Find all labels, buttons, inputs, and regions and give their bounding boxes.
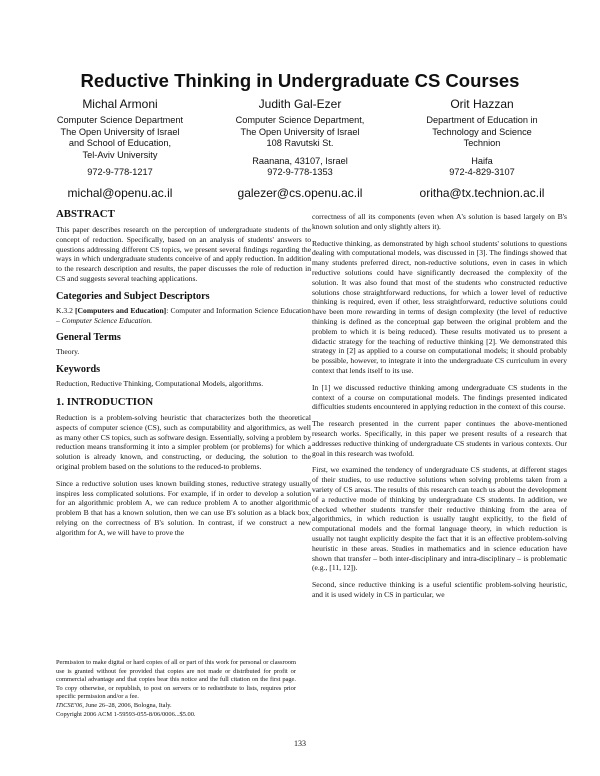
affiliation-line: Computer Science Department, <box>235 115 365 125</box>
paper-title: Reductive Thinking in Undergraduate CS Courses <box>80 70 520 91</box>
author-name: Orit Hazzan <box>450 97 514 111</box>
affiliation-line: Technology and Science <box>432 126 532 137</box>
author-block-2 <box>210 97 390 200</box>
intro-paragraph: Since a reductive solution uses known building stones, reductive strategy usually inspires less complicated solutions. For example, if in order to develop a solution for an algorithmic problem A, we can reduce problem A to another algorithmic problem B that has a known solution, then we can use B's solution as a black box, relying on the correctness of B's solution. In contrast, if we construct a new algorithm for A, we will have to prove the <box>56 478 311 537</box>
permission-text: Permission to make digital or hard copies of all or part of this work for personal or classroom use is granted without fee provided that copies are not made or distributed for profit or commercial advantage and that copies bear this notice and the full citation on the first page. To copy otherwise, or republish, to post on servers or to redistribute to lists, requires prior specific permission and/or a fee. <box>56 659 296 701</box>
left-column <box>56 208 311 545</box>
category-rest: : Computer and Information Science Education – <box>56 305 311 325</box>
categories-text <box>56 306 311 326</box>
category-code: K.3.2 <box>56 305 76 315</box>
author-name: Michal Armoni <box>82 97 158 111</box>
affiliation-line: Raanana, 43107, Israel <box>252 155 348 166</box>
author-email: galezer@cs.openu.ac.il <box>237 185 363 200</box>
body-paragraph: In [1] we discussed reductive thinking among undergraduate CS students in the context of a course on computational models. The findings presented indicated difficulties students encountered in applying reduction in the context of this course. <box>312 382 567 412</box>
copyright-line: Copyright 2006 ACM 1-59593-055-8/06/0006...$5.00. <box>56 710 196 718</box>
affiliation-line: Computer Science Department <box>56 115 184 125</box>
page-number: 133 <box>294 739 306 748</box>
affiliation-line: Department of Education in <box>426 115 538 125</box>
keywords-text: Reduction, Reductive Thinking, Computational Models, algorithms. <box>56 379 264 389</box>
author-block-3 <box>392 97 572 200</box>
general-terms-text: Theory. <box>56 347 80 357</box>
category-italic: Computer Science Education. <box>61 315 153 325</box>
author-block-1 <box>30 97 210 200</box>
abstract-text: This paper describes research on the perception of undergraduate students of the concept of reduction. Specifically, based on an analysis of students' answers to questions addressing different CS topics, we present several findings regarding the ways in which undergraduate students conceive of and apply reduction. In addition to the research description and results, the paper discusses the role of reduction in CS and suggests several teaching applications. <box>56 225 311 283</box>
affiliation-line: The Open University of Israel <box>60 126 180 137</box>
author-phone: 972-4-829-3107 <box>449 167 515 177</box>
introduction-heading: 1. INTRODUCTION <box>56 395 154 408</box>
body-paragraph: The research presented in the current paper continues the above-mentioned research works. Specifically, in this paper we present results of a research that addresses reductive thinking of undergraduate CS students in various contexts. Our goal in this research was twofold. <box>312 419 567 458</box>
author-email: oritha@tx.technion.ac.il <box>419 185 545 200</box>
author-email: michal@openu.ac.il <box>67 185 173 200</box>
body-paragraph: correctness of all its components (even when A's solution is based largely on B's known solution and only slightly alters it). <box>312 212 567 231</box>
author-phone: 972-9-778-1217 <box>87 167 153 177</box>
author-name: Judith Gal-Ezer <box>258 97 342 111</box>
conference-details: , June 26–28, 2006, Bologna, Italy. <box>82 701 172 709</box>
general-terms-heading: General Terms <box>56 332 121 344</box>
author-phone: 972-9-778-1353 <box>267 167 333 177</box>
affiliation-line: The Open University of Israel <box>240 126 360 137</box>
body-paragraph: Reductive thinking, as demonstrated by high school students' solutions to questions dealing with computational models, was discussed in [3]. The findings showed that many students preferred direct, non-reductive solutions, even in cases in which reductive solutions could have significantly decreased the complexity of the solution. It was also found that most of the students who constructed reductive solutions chose straightforward reductions, for which a lower level of reductive thinking is required, even if other, less straightforward, reductive solutions could have been more rewarding in terms of design complexity (the level of reductive thinking is defined as the conceptual gap between the original problem and the problem to which it is being reduced). These results motivated us to present a didactic strategy for the teaching of reductive thinking [2]. We demonstrated this strategy in [2] as applied to a course on computational models; it should probably be possible, however, to integrate it into the undergraduate CS curriculum in every context that lends itself to its use. <box>312 238 567 375</box>
body-paragraph: First, we examined the tendency of undergraduate CS students, at different stages of their studies, to use reductive solutions when solving problems taken from a variety of CS areas. The results of this research can teach us about the development of a reductive mode of thinking by undergraduate CS students. In addition, we checked whether students transfer their reductive thinking from the area of algorithmics, in which reduction is usually taught explicitly, to the field of computational models and the formal language theory, in which reduction is usually not taught explicitly despite the fact that it is an effective problem-solving heuristic in these areas. Studies in mathematics and in science education have shown that transfer – both inter-disciplinary and intra-disciplinary – is problematic (e.g., [11, 12]). <box>312 465 567 573</box>
body-paragraph: Second, since reductive thinking is a useful scientific problem-solving heuristic, and it is used widely in CS in particular, we <box>312 580 567 599</box>
abstract-heading: ABSTRACT <box>56 208 115 220</box>
affiliation-line: Technion <box>463 138 501 148</box>
categories-heading: Categories and Subject Descriptors <box>56 290 210 302</box>
affiliation-line: 108 Ravutski St. <box>266 138 334 148</box>
permission-notice <box>56 659 296 719</box>
keywords-heading: Keywords <box>56 364 101 376</box>
affiliation-line: Tel-Aviv University <box>82 149 158 160</box>
intro-paragraph: Reduction is a problem-solving heuristic that characterizes both the theoretical aspects of computer science (CS), such as computability and algorithmics, as well as many other CS topics, such as software design. Essentially, solving a problem by reduction means transforming it into a simpler problem (or problems) for which a solution is already known, and constructing, or deducing, the solution to the original problem based on the solutions to the reduced-to problems. <box>56 412 311 471</box>
conference-name: ITiCSE'06 <box>56 701 83 709</box>
right-column <box>312 212 567 607</box>
affiliation-line: Haifa <box>471 155 493 166</box>
category-bold: [Computers and Education] <box>75 305 167 315</box>
affiliation-line: and School of Education, <box>68 138 172 148</box>
